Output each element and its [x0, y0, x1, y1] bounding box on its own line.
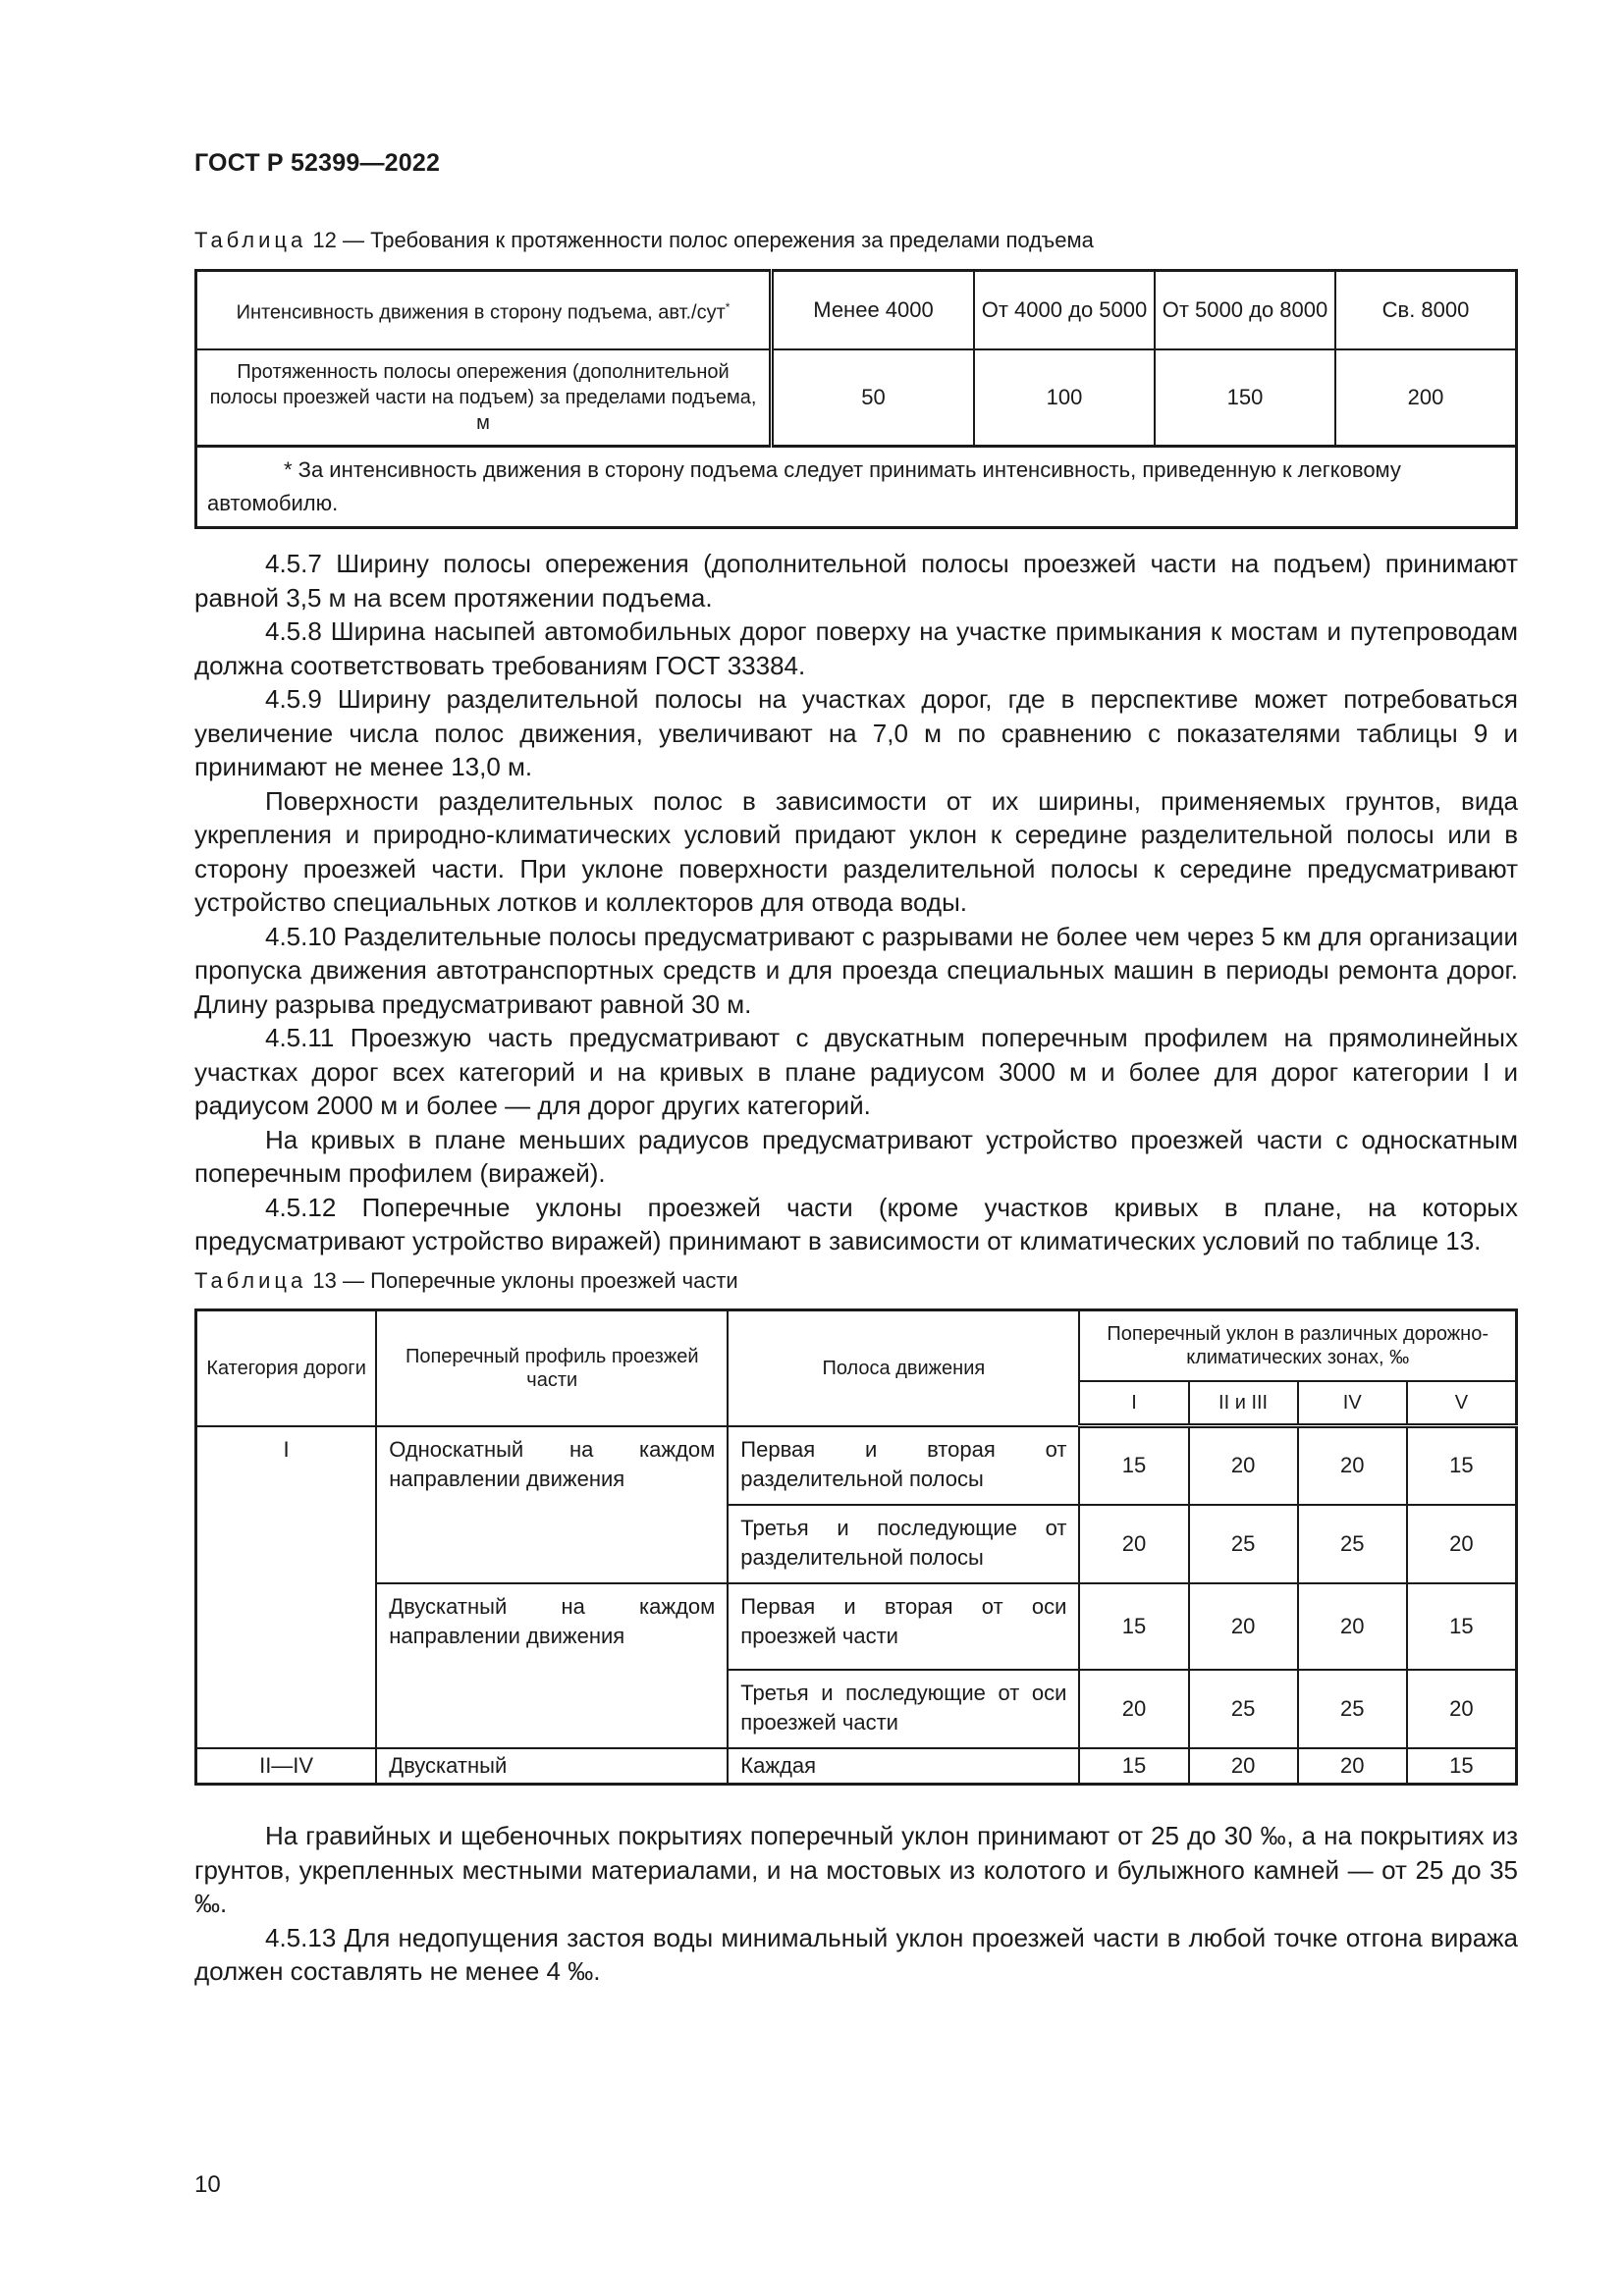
page-number: 10	[194, 2171, 221, 2198]
cell-profile: Двускатный	[376, 1748, 728, 1785]
table-cell: 20	[1189, 1583, 1298, 1670]
table-cell: 15	[1079, 1426, 1188, 1505]
table-cell: Менее 4000	[772, 271, 975, 350]
header-zone-v: V	[1407, 1381, 1517, 1426]
cell-category: I	[196, 1426, 377, 1748]
table-13	[194, 1308, 1518, 1786]
table-header-row	[196, 1310, 1517, 1382]
table-12-caption	[194, 228, 1094, 253]
table-cell: 100	[974, 349, 1155, 447]
table-cell: 20	[1079, 1505, 1188, 1583]
table-cell: 20	[1298, 1748, 1407, 1785]
header-category: Категория дороги	[196, 1310, 377, 1426]
table-row	[196, 1748, 1517, 1785]
table-cell: 20	[1407, 1505, 1517, 1583]
table-cell: 25	[1298, 1670, 1407, 1748]
table-cell: От 4000 до 5000	[974, 271, 1155, 350]
row-header-intensity: Интенсивность движения в сторону подъема, авт./сут*	[196, 271, 772, 350]
body-text-section-1	[194, 547, 1518, 1258]
table-cell: 25	[1189, 1670, 1298, 1748]
table-cell: 15	[1407, 1748, 1517, 1785]
table-footnote-row	[196, 447, 1517, 528]
table-cell: 20	[1189, 1748, 1298, 1785]
document-id: ГОСТ Р 52399—2022	[194, 149, 441, 177]
table-row	[196, 271, 1517, 350]
table-cell: 20	[1407, 1670, 1517, 1748]
cell-lane: Первая и вторая от оси проезжей части	[728, 1583, 1079, 1670]
paragraph-4-5-9: 4.5.9 Ширину разделительной полосы на участках дорог, где в перспективе может потребоваться увеличение числа полос движения, увеличивают на 7,0 м по сравнению с показателями таблицы 9 и принимают не менее 13,0 м.	[194, 684, 1518, 781]
paragraph-gravel-slopes: На гравийных и щебеночных покрытиях поперечный уклон принимают от 25 до 30 ‰, а на покрытиях из грунтов, укрепленных местными материалами, и на мостовых из колотого и булыжного камней — от 25 до 35 ‰.	[194, 1821, 1518, 1918]
header-zone-i: I	[1079, 1381, 1188, 1426]
paragraph-4-5-12: 4.5.12 Поперечные уклоны проезжей части (кроме участков кривых в плане, на которых предусматривают устройство виражей) принимают в зависимости от климатических условий по таблице 13.	[194, 1192, 1518, 1255]
caption-word: Таблица	[194, 228, 307, 252]
table-cell: 15	[1079, 1748, 1188, 1785]
paragraph-curves: На кривых в плане меньших радиусов предусматривают устройство проезжей части с односкатным поперечным профилем (виражей).	[194, 1124, 1518, 1188]
table-cell: 15	[1079, 1583, 1188, 1670]
paragraph-4-5-11: 4.5.11 Проезжую часть предусматривают с двускатным поперечным профилем на прямолинейных участках дорог всех категорий и на кривых в плане радиусом 3000 м и более для дорог категории I и радиусом 2000 м и более — для дорог других категорий.	[194, 1023, 1518, 1120]
table-cell: 50	[772, 349, 975, 447]
table-12	[194, 269, 1518, 529]
cell-category: II—IV	[196, 1748, 377, 1785]
table-row	[196, 1426, 1517, 1505]
table-cell: 20	[1298, 1583, 1407, 1670]
table-cell: 15	[1407, 1583, 1517, 1670]
table-cell: 20	[1298, 1426, 1407, 1505]
row-header-length: Протяженность полосы опережения (дополнительной полосы проезжей части на подъем) за пределами подъема, м	[196, 349, 772, 447]
paragraph-divider-surface: Поверхности разделительных полос в зависимости от их ширины, применяемых грунтов, вида укрепления и природно-климатических условий придают уклон к середине разделительной полосы или в сторону проезжей части. При уклоне поверхности разделительной полосы к середине предусматривают устройство специальных лотков и коллекторов для отвода воды.	[194, 785, 1518, 917]
table-cell: Св. 8000	[1335, 271, 1517, 350]
header-zone-iv: IV	[1298, 1381, 1407, 1426]
paragraph-4-5-13: 4.5.13 Для недопущения застоя воды минимальный уклон проезжей части в любой точке отгона виража должен составлять не менее 4 ‰.	[194, 1922, 1518, 1986]
caption-word: Таблица	[194, 1268, 307, 1293]
cell-lane: Первая и вторая от разделительной полосы	[728, 1426, 1079, 1505]
header-zone-ii-iii: II и III	[1189, 1381, 1298, 1426]
cell-lane: Третья и последующие от разделительной полосы	[728, 1505, 1079, 1583]
table-cell: От 5000 до 8000	[1155, 271, 1335, 350]
caption-text: 13 — Поперечные уклоны проезжей части	[312, 1268, 738, 1293]
table-cell: 200	[1335, 349, 1517, 447]
table-row	[196, 1583, 1517, 1670]
table-cell: 150	[1155, 349, 1335, 447]
table-cell: 20	[1189, 1426, 1298, 1505]
table-cell: 25	[1298, 1505, 1407, 1583]
header-lane: Полоса движения	[728, 1310, 1079, 1426]
cell-lane: Каждая	[728, 1748, 1079, 1785]
table-footnote: * За интенсивность движения в сторону подъема следует принимать интенсивность, приведенную к легковому автомобилю.	[196, 447, 1517, 528]
table-cell: 15	[1407, 1426, 1517, 1505]
header-profile: Поперечный профиль проезжей части	[376, 1310, 728, 1426]
cell-profile: Двускатный на каждом направлении движения	[376, 1583, 728, 1748]
header-slope-group: Поперечный уклон в различных дорожно-климатических зонах, ‰	[1079, 1310, 1516, 1382]
table-row	[196, 349, 1517, 447]
table-cell: 25	[1189, 1505, 1298, 1583]
paragraph-4-5-10: 4.5.10 Разделительные полосы предусматривают с разрывами не более чем через 5 км для организации пропуска движения автотранспортных средств и для проезда специальных машин в периоды ремонта дорог. Длину разрыва предусматривают равной 30 м.	[194, 921, 1518, 1019]
cell-lane: Третья и последующие от оси проезжей части	[728, 1670, 1079, 1748]
paragraph-4-5-7: 4.5.7 Ширину полосы опережения (дополнительной полосы проезжей части на подъем) принимают равной 3,5 м на всем протяжении подъема.	[194, 549, 1518, 613]
cell-profile: Односкатный на каждом направлении движения	[376, 1426, 728, 1583]
table-13-caption	[194, 1268, 738, 1294]
table-cell: 20	[1079, 1670, 1188, 1748]
body-text-section-2	[194, 1819, 1518, 1989]
caption-text: 12 — Требования к протяженности полос опережения за пределами подъема	[312, 228, 1094, 252]
paragraph-4-5-8: 4.5.8 Ширина насыпей автомобильных дорог поверху на участке примыкания к мостам и путепроводам должна соответствовать требованиям ГОСТ 33384.	[194, 616, 1518, 680]
